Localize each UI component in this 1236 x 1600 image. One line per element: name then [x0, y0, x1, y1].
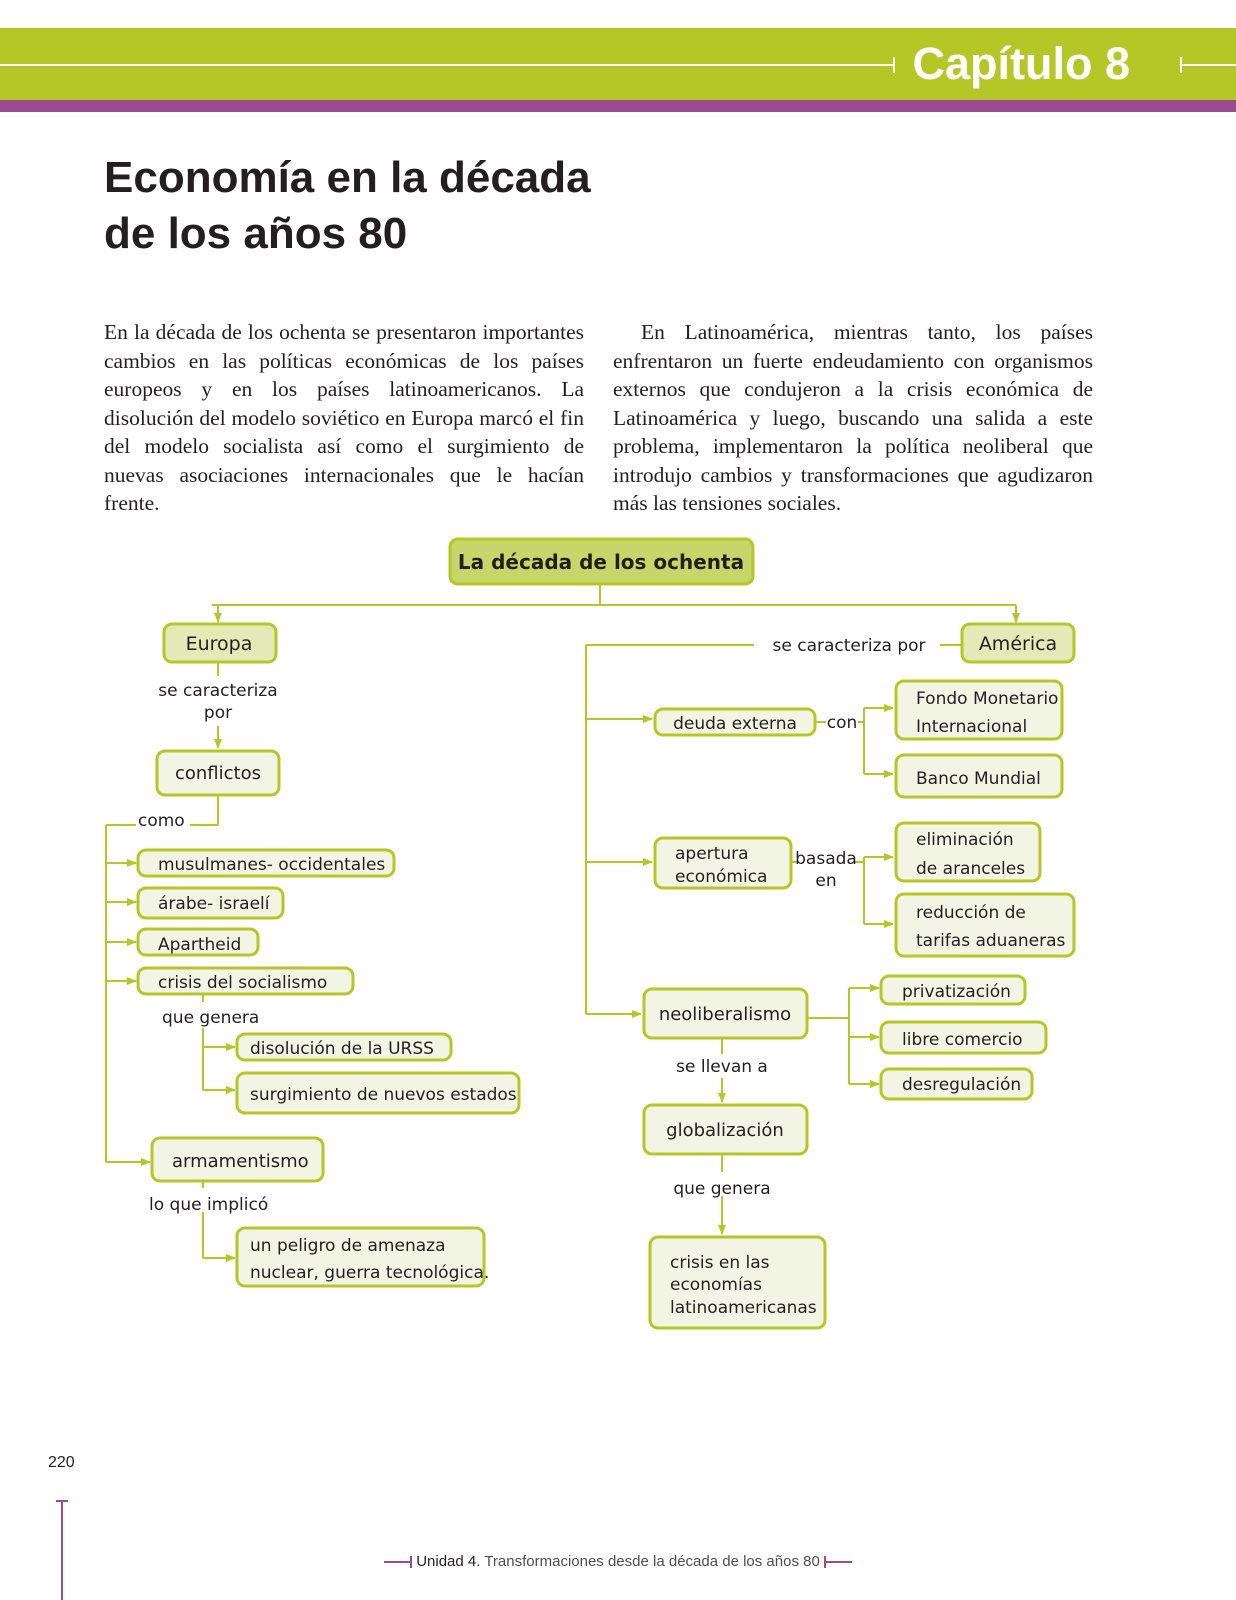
conflict-item-3	[138, 929, 258, 955]
root-node	[450, 539, 753, 584]
opening-node	[655, 838, 791, 888]
chapter-label: Capítulo 8	[912, 38, 1130, 89]
nuclear-threat-node	[237, 1228, 489, 1286]
deregulation-label: desregulación	[902, 1075, 1022, 1095]
conflict-item-4	[138, 968, 353, 994]
latam-crisis-line-2: economías	[670, 1275, 762, 1295]
conflict-item-label-1: musulmanes- occidentales	[158, 855, 386, 875]
europe-link-line-1: se caracteriza	[158, 681, 278, 701]
lead-to-link: se llevan a	[676, 1057, 768, 1077]
conflict-item-label-2: árabe- israelí	[158, 894, 270, 914]
privatization-label: privatización	[902, 982, 1011, 1002]
title-line-1: Economía en la década	[104, 153, 591, 202]
title-line-2: de los años 80	[104, 209, 408, 258]
deregulation-node	[881, 1069, 1032, 1099]
europe-link-line-2: por	[203, 703, 233, 723]
arms-label: armamentismo	[172, 1151, 309, 1172]
con-link: con	[826, 713, 858, 733]
latam-crisis-line-1: crisis en las	[670, 1253, 770, 1273]
como-link: como	[138, 811, 185, 831]
free-trade-label: libre comercio	[902, 1030, 1023, 1050]
based-link-line-2: en	[815, 871, 837, 891]
debt-node	[655, 709, 815, 735]
intro-paragraph-2: En Latinoamérica, mientras tanto, los países enfrentaron un fuerte endeudamiento con organismos externos que condujeron a la crisis económica de Latinoamérica y luego, buscando una salida a este problema, implementaron la política neoliberal que introdujo cambios y transformaciones que agudizaron más las tensiones sociales.	[613, 320, 1093, 515]
based-link-line-1: basada	[795, 849, 857, 869]
europe-node	[164, 624, 276, 662]
customs-node	[896, 894, 1074, 956]
conflicts-label: conflictos	[174, 763, 262, 784]
world-bank-label: Banco Mundial	[916, 769, 1041, 789]
footer	[0, 1553, 1236, 1570]
result-new-states	[237, 1073, 519, 1113]
free-trade-node	[881, 1022, 1046, 1053]
tariffs-line-1: eliminación	[916, 830, 1014, 850]
debt-label: deuda externa	[673, 714, 797, 734]
root-label: La década de los ochenta	[457, 550, 745, 574]
imf-line-1: Fondo Monetario	[916, 689, 1059, 709]
globalization-label: globalización	[666, 1120, 784, 1141]
footer-bar-right	[824, 1561, 852, 1563]
tariffs-node	[896, 823, 1040, 881]
imf-line-2: Internacional	[916, 717, 1028, 737]
footer-bar-left	[384, 1561, 412, 1563]
america-link: se caracteriza por	[772, 636, 926, 656]
europe-label: Europa	[185, 633, 253, 655]
intro-paragraph-1: En la década de los ochenta se presentaron importantes cambios en las políticas económicas de los países europeos y en los países latinoamericanos. La disolución del modelo soviético en Europa marcó el fin del modelo socialista así como el surgimiento de nuevas asociaciones internacionales que le hacían frente.	[104, 320, 584, 515]
conflicts-node	[157, 751, 279, 795]
imf-node	[896, 681, 1062, 739]
footer-unit-label: Unidad 4.	[416, 1553, 481, 1570]
margin-rule	[61, 1500, 63, 1600]
result-new-states-label: surgimiento de nuevos estados	[250, 1085, 517, 1105]
globalization-node	[644, 1105, 807, 1154]
world-bank-node	[896, 755, 1062, 797]
america-node	[962, 624, 1074, 662]
opening-line-2: económica	[675, 867, 768, 887]
page-number: 220	[48, 1454, 75, 1471]
result-urss	[237, 1034, 451, 1060]
america-label: América	[978, 633, 1058, 655]
latam-crisis-line-3: latinoamericanas	[670, 1298, 817, 1318]
que-genera-link-2: que genera	[673, 1179, 771, 1199]
conflict-item-2	[138, 888, 283, 918]
footer-unit-title: Transformaciones desde la década de los años 80	[484, 1553, 820, 1570]
nuclear-threat-line-2: nuclear, guerra tecnológica.	[250, 1263, 490, 1283]
nuclear-threat-line-1: un peligro de amenaza	[250, 1236, 446, 1256]
tariffs-line-2: de aranceles	[916, 859, 1026, 879]
latam-crisis-node	[650, 1237, 825, 1328]
arms-node	[152, 1138, 323, 1181]
result-urss-label: disolución de la URSS	[250, 1039, 434, 1059]
privatization-node	[881, 976, 1025, 1004]
customs-line-2: tarifas aduaneras	[916, 931, 1066, 951]
opening-line-1: apertura	[675, 844, 749, 864]
conflict-item-label-4: crisis del socialismo	[158, 973, 328, 993]
que-genera-link: que genera	[162, 1008, 260, 1028]
customs-line-1: reducción de	[916, 903, 1026, 923]
implied-link: lo que implicó	[149, 1195, 269, 1215]
neoliberalism-node	[644, 989, 807, 1038]
neoliberalism-label: neoliberalismo	[658, 1004, 792, 1025]
conflict-item-1	[138, 850, 394, 876]
conflict-item-label-3: Apartheid	[158, 935, 242, 955]
